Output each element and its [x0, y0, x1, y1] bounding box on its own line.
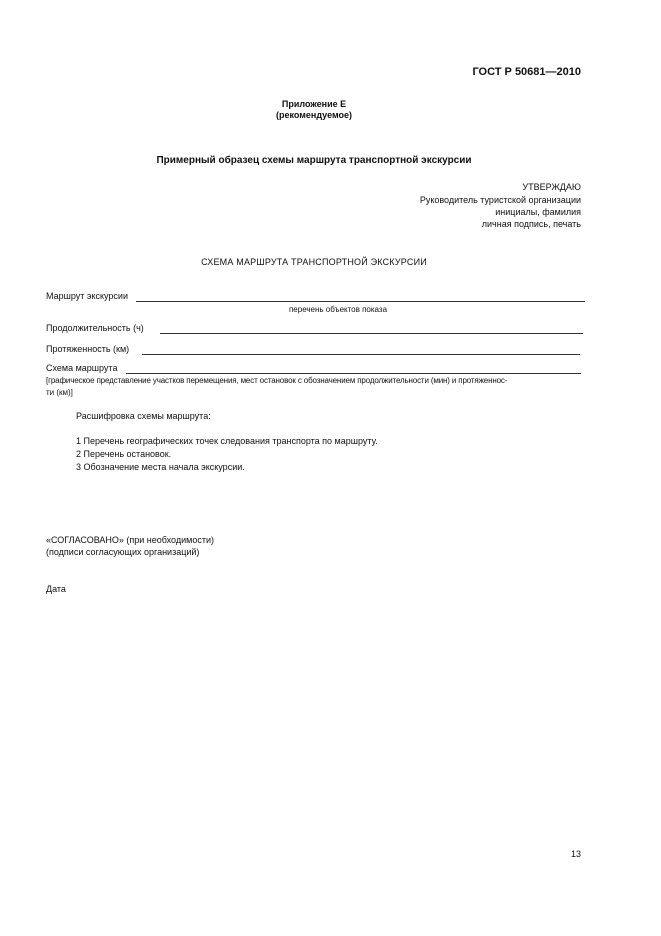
appendix-title: Приложение Е [281, 99, 347, 109]
form-title: СХЕМА МАРШРУТА ТРАНСПОРТНОЙ ЭКСКУРСИИ [201, 257, 427, 267]
approval-line-name: инициалы, фамилия [495, 207, 581, 217]
scheme-fill-line [126, 373, 581, 374]
list-item: 3 Обозначение места начала экскурсии. [76, 462, 245, 472]
scheme-note: [графическое представление участков перемещения, мест остановок с обозначением продолжительности (мин) и протяженнос- [46, 376, 508, 385]
approval-line-signature: личная подпись, печать [481, 219, 581, 229]
standard-number: ГОСТ Р 50681—2010 [472, 66, 581, 78]
route-fill-line [136, 301, 585, 302]
route-caption: перечень объектов показа [288, 305, 388, 314]
approval-line-position: Руководитель туристской организации [419, 195, 581, 205]
date-label: Дата [46, 584, 66, 594]
list-item: 1 Перечень географических точек следования транспорта по маршруту. [76, 436, 378, 446]
duration-fill-line [160, 333, 583, 334]
document-title: Примерный образец схемы маршрута транспортной экскурсии [156, 155, 472, 166]
agreement-heading: «СОГЛАСОВАНО» (при необходимости) [46, 535, 214, 545]
page-number: 13 [570, 849, 581, 859]
decoding-title: Расшифровка схемы маршрута: [76, 411, 211, 421]
scheme-note-continued: ти (км)] [46, 388, 73, 397]
route-label: Маршрут экскурсии [46, 291, 128, 301]
scheme-label: Схема маршрута [46, 363, 118, 373]
length-label: Протяженность (км) [46, 344, 130, 354]
agreement-signatures: (подписи согласующих организаций) [46, 547, 200, 557]
approval-heading: УТВЕРЖДАЮ [522, 182, 581, 192]
list-item: 2 Перечень остановок. [76, 449, 172, 459]
length-fill-line [142, 354, 580, 355]
appendix-type: (рекомендуемое) [276, 110, 352, 120]
duration-label: Продолжительность (ч) [46, 323, 144, 333]
